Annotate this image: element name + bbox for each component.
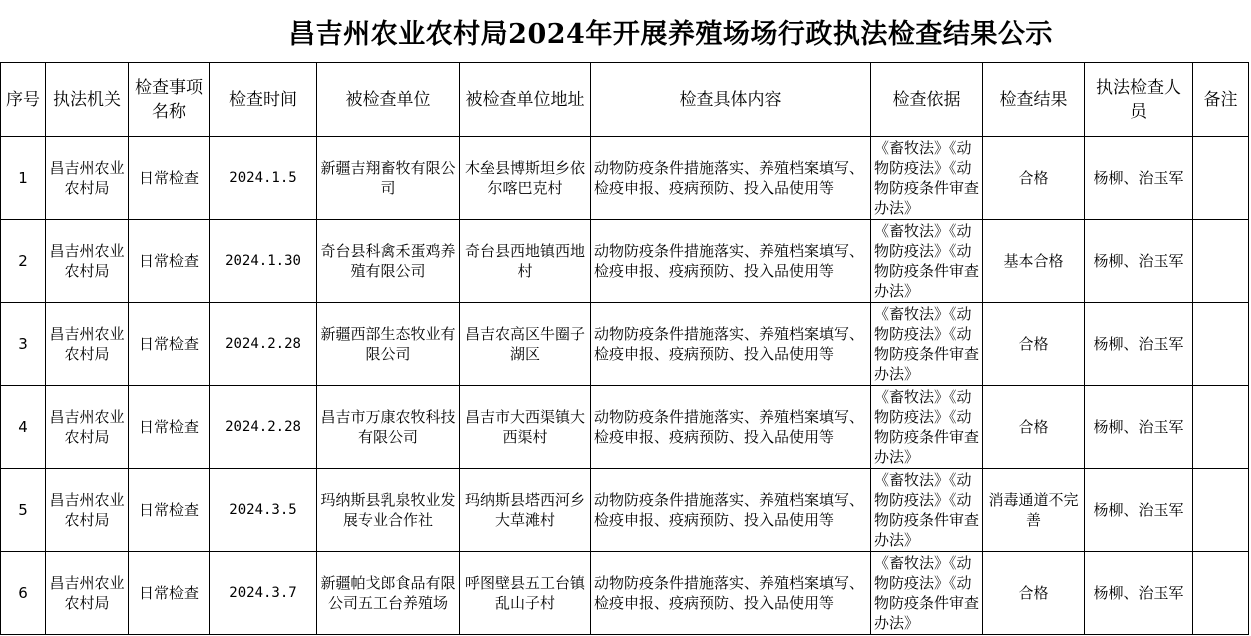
- staff-cell: 杨柳、治玉军: [1085, 469, 1193, 552]
- table-row: [1, 303, 1249, 386]
- agency-cell: 昌吉州农业农村局: [46, 552, 129, 635]
- remark-cell: [1193, 303, 1249, 386]
- staff-cell: 杨柳、治玉军: [1085, 303, 1193, 386]
- date-cell: 2024.3.5: [210, 469, 317, 552]
- result-cell: 合格: [983, 552, 1085, 635]
- item-cell: 日常检查: [129, 137, 210, 220]
- item-cell: 日常检查: [129, 552, 210, 635]
- address-cell: 呼图壁县五工台镇乱山子村: [460, 552, 591, 635]
- item-cell: 日常检查: [129, 386, 210, 469]
- header-cell: 检查时间: [210, 63, 317, 137]
- row-number: 3: [1, 303, 46, 386]
- staff-cell: 杨柳、治玉军: [1085, 220, 1193, 303]
- remark-cell: [1193, 469, 1249, 552]
- row-number: 2: [1, 220, 46, 303]
- row-number: 5: [1, 469, 46, 552]
- row-number: 6: [1, 552, 46, 635]
- agency-cell: 昌吉州农业农村局: [46, 303, 129, 386]
- staff-cell: 杨柳、治玉军: [1085, 552, 1193, 635]
- unit-cell: 新疆帕戈郎食品有限公司五工台养殖场: [317, 552, 460, 635]
- date-cell: 2024.2.28: [210, 386, 317, 469]
- remark-cell: [1193, 552, 1249, 635]
- header-cell: 序号: [1, 63, 46, 137]
- remark-cell: [1193, 220, 1249, 303]
- result-cell: 合格: [983, 137, 1085, 220]
- header-cell: 被检查单位: [317, 63, 460, 137]
- header-cell: 检查结果: [983, 63, 1085, 137]
- agency-cell: 昌吉州农业农村局: [46, 220, 129, 303]
- unit-cell: 新疆吉翔畜牧有限公司: [317, 137, 460, 220]
- basis-cell: 《畜牧法》《动物防疫法》《动物防疫条件审查办法》: [871, 303, 983, 386]
- address-cell: 玛纳斯县塔西河乡大草滩村: [460, 469, 591, 552]
- unit-cell: 奇台县科禽禾蛋鸡养殖有限公司: [317, 220, 460, 303]
- result-cell: 基本合格: [983, 220, 1085, 303]
- table-row: [1, 552, 1249, 635]
- date-cell: 2024.2.28: [210, 303, 317, 386]
- header-cell: 执法检查人员: [1085, 63, 1193, 137]
- content-cell: 动物防疫条件措施落实、养殖档案填写、检疫申报、疫病预防、投入品使用等: [591, 552, 871, 635]
- row-number: 1: [1, 137, 46, 220]
- result-cell: 合格: [983, 386, 1085, 469]
- staff-cell: 杨柳、治玉军: [1085, 137, 1193, 220]
- remark-cell: [1193, 386, 1249, 469]
- address-cell: 昌吉市大西渠镇大西渠村: [460, 386, 591, 469]
- basis-cell: 《畜牧法》《动物防疫法》《动物防疫条件审查办法》: [871, 469, 983, 552]
- table-row: [1, 137, 1249, 220]
- result-cell: 合格: [983, 303, 1085, 386]
- agency-cell: 昌吉州农业农村局: [46, 137, 129, 220]
- result-cell: 消毒通道不完善: [983, 469, 1085, 552]
- unit-cell: 昌吉市万康农牧科技有限公司: [317, 386, 460, 469]
- date-cell: 2024.3.7: [210, 552, 317, 635]
- header-cell: 检查具体内容: [591, 63, 871, 137]
- basis-cell: 《畜牧法》《动物防疫法》《动物防疫条件审查办法》: [871, 552, 983, 635]
- unit-cell: 玛纳斯县乳泉牧业发展专业合作社: [317, 469, 460, 552]
- basis-cell: 《畜牧法》《动物防疫法》《动物防疫条件审查办法》: [871, 220, 983, 303]
- item-cell: 日常检查: [129, 469, 210, 552]
- page-title: 昌吉州农业农村局2024年开展养殖场场行政执法检查结果公示: [288, 18, 1053, 50]
- header-cell: 执法机关: [46, 63, 129, 137]
- header-cell: 备注: [1193, 63, 1249, 137]
- header-cell: 被检查单位地址: [460, 63, 591, 137]
- table-row: [1, 386, 1249, 469]
- address-cell: 木垒县博斯坦乡依尔喀巴克村: [460, 137, 591, 220]
- row-number: 4: [1, 386, 46, 469]
- inspection-results-table: [0, 62, 1249, 635]
- date-cell: 2024.1.5: [210, 137, 317, 220]
- table-row: [1, 469, 1249, 552]
- remark-cell: [1193, 137, 1249, 220]
- staff-cell: 杨柳、治玉军: [1085, 386, 1193, 469]
- address-cell: 昌吉农高区牛圈子湖区: [460, 303, 591, 386]
- unit-cell: 新疆西部生态牧业有限公司: [317, 303, 460, 386]
- agency-cell: 昌吉州农业农村局: [46, 469, 129, 552]
- table-header-row: [1, 63, 1249, 137]
- content-cell: 动物防疫条件措施落实、养殖档案填写、检疫申报、疫病预防、投入品使用等: [591, 303, 871, 386]
- content-cell: 动物防疫条件措施落实、养殖档案填写、检疫申报、疫病预防、投入品使用等: [591, 469, 871, 552]
- content-cell: 动物防疫条件措施落实、养殖档案填写、检疫申报、疫病预防、投入品使用等: [591, 220, 871, 303]
- item-cell: 日常检查: [129, 303, 210, 386]
- date-cell: 2024.1.30: [210, 220, 317, 303]
- agency-cell: 昌吉州农业农村局: [46, 386, 129, 469]
- item-cell: 日常检查: [129, 220, 210, 303]
- basis-cell: 《畜牧法》《动物防疫法》《动物防疫条件审查办法》: [871, 137, 983, 220]
- header-cell: 检查事项名称: [129, 63, 210, 137]
- header-cell: 检查依据: [871, 63, 983, 137]
- basis-cell: 《畜牧法》《动物防疫法》《动物防疫条件审查办法》: [871, 386, 983, 469]
- content-cell: 动物防疫条件措施落实、养殖档案填写、检疫申报、疫病预防、投入品使用等: [591, 137, 871, 220]
- table-row: [1, 220, 1249, 303]
- address-cell: 奇台县西地镇西地村: [460, 220, 591, 303]
- content-cell: 动物防疫条件措施落实、养殖档案填写、检疫申报、疫病预防、投入品使用等: [591, 386, 871, 469]
